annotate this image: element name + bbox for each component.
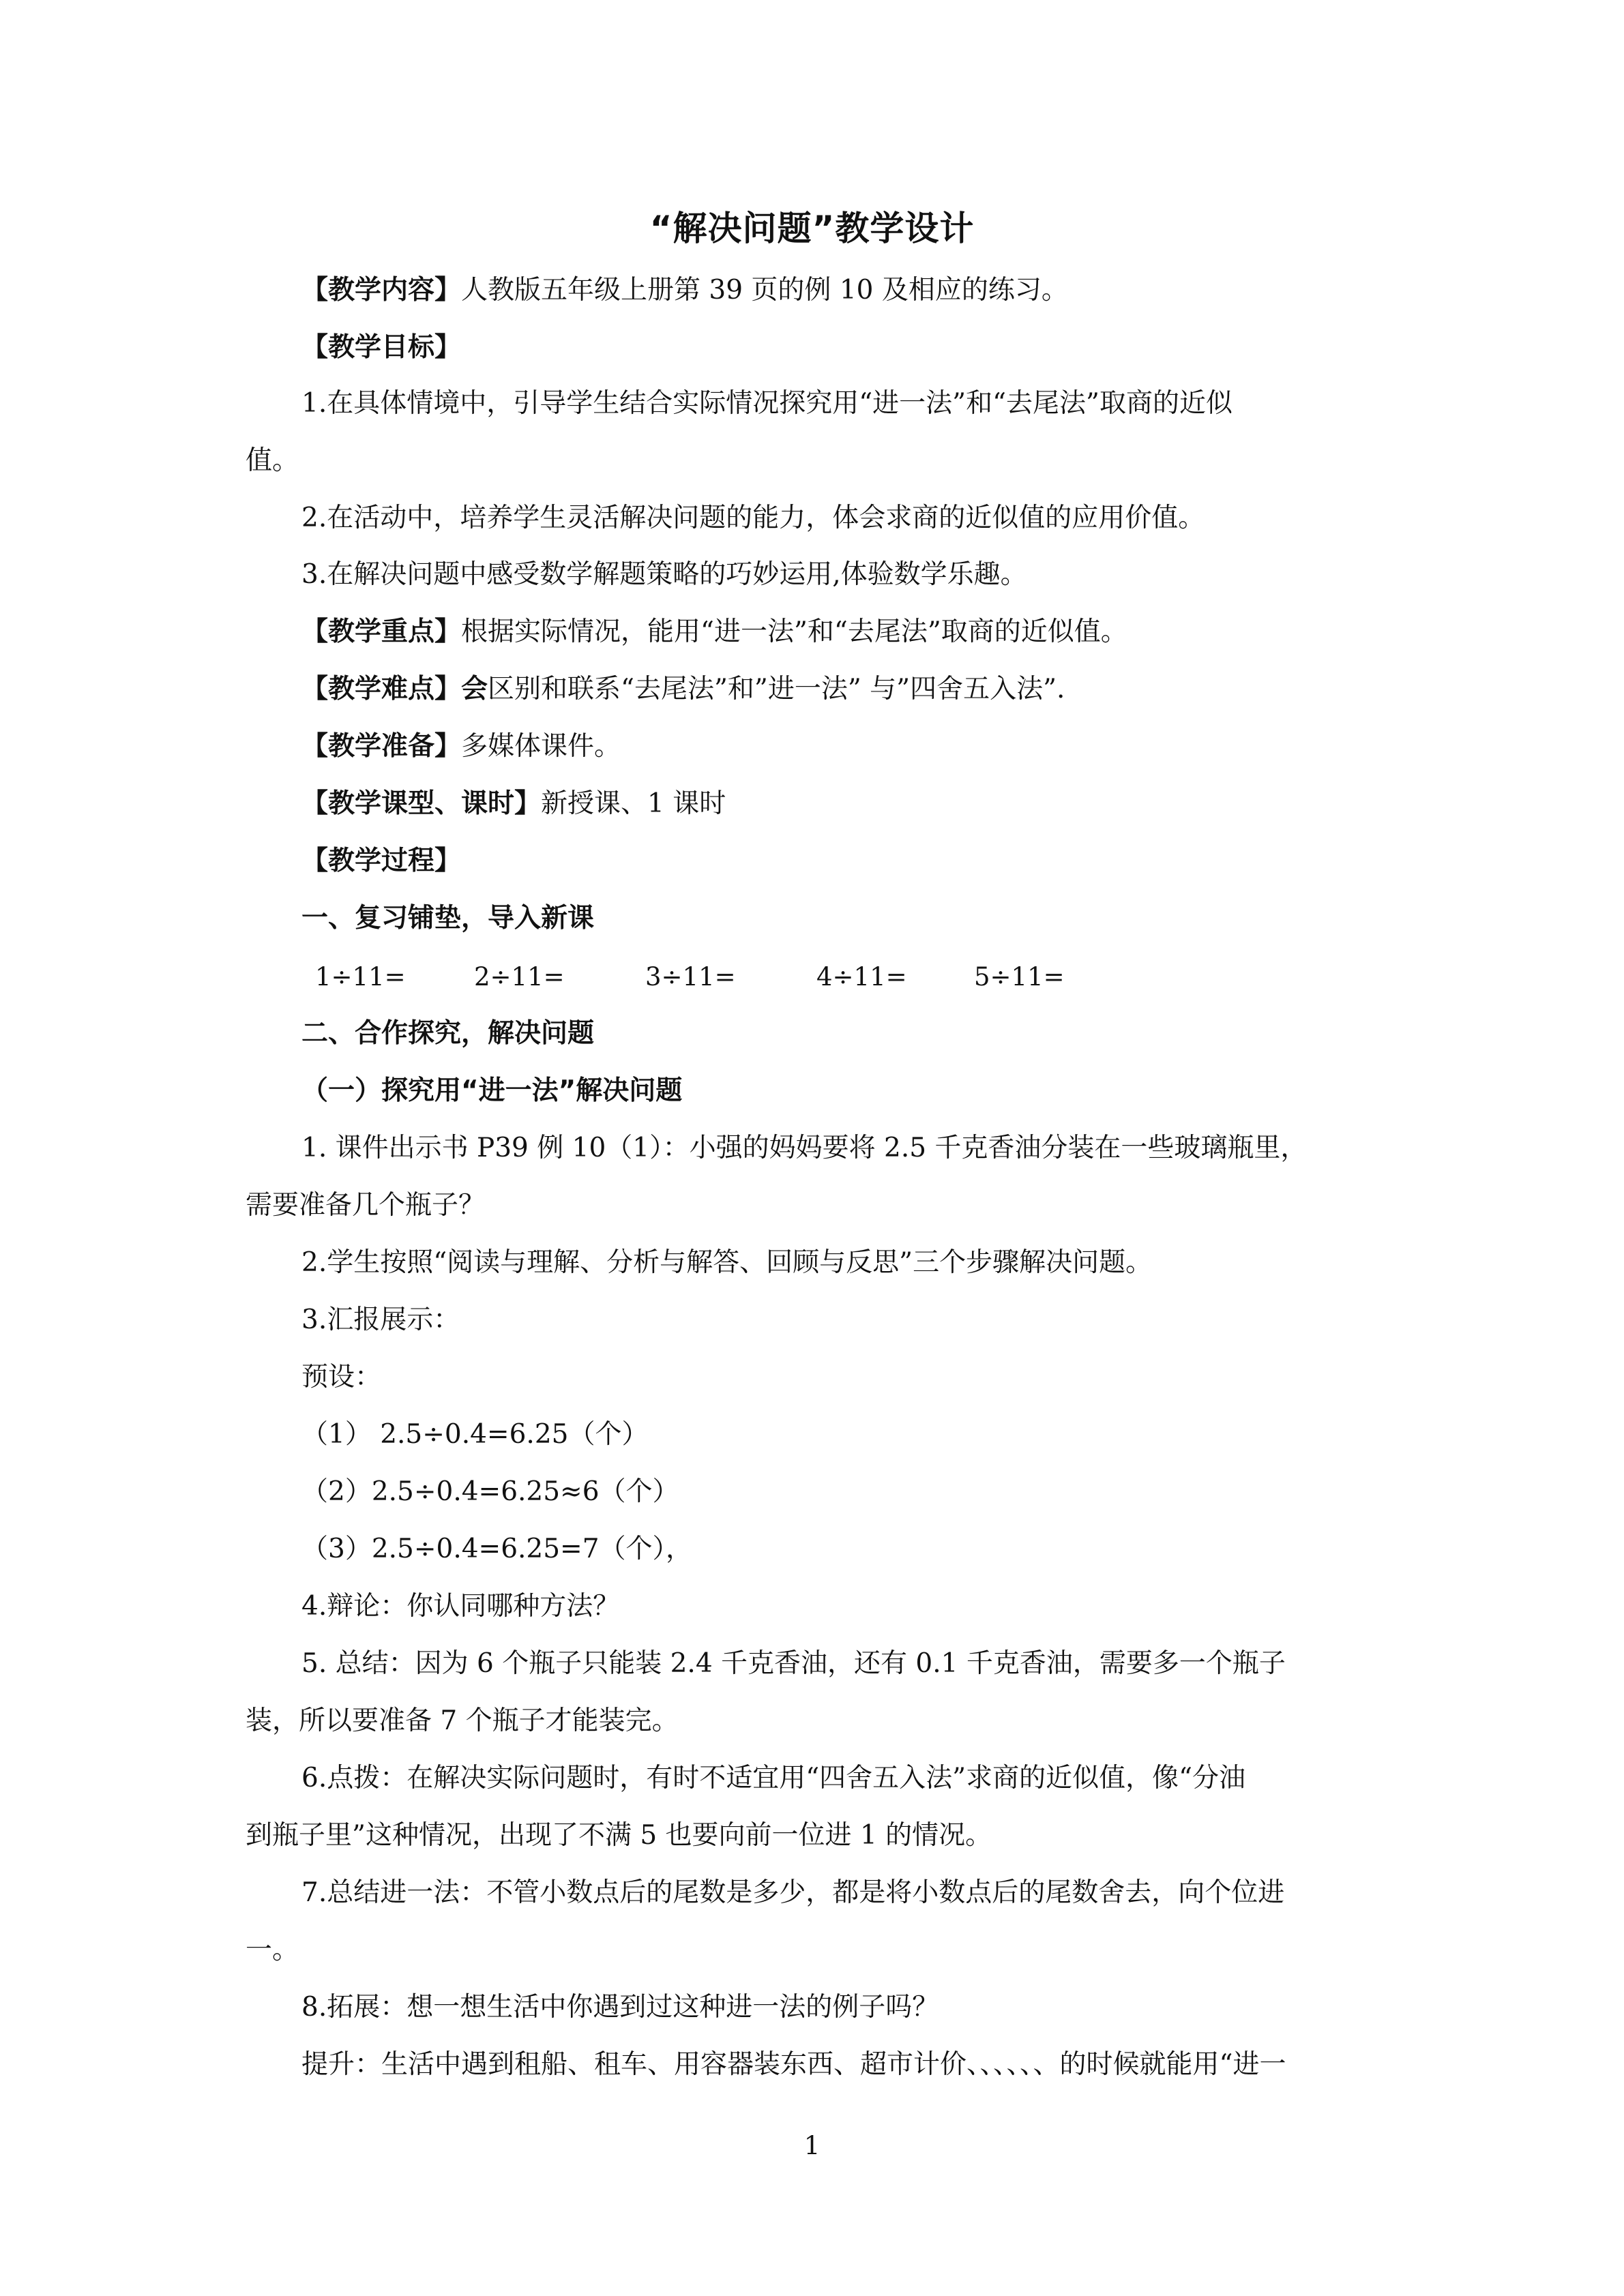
equation: 5÷11= <box>974 962 1065 992</box>
key-point-label: 【教学重点】 <box>301 616 462 647</box>
equation: 4÷11= <box>816 962 907 992</box>
equation: 2÷11= <box>474 962 565 992</box>
solution-1: （1） 2.5÷0.4=6.25（个） <box>301 1419 649 1450</box>
step-6-line-2: 到瓶子里”这种情况，出现了不满 5 也要向前一位进 1 的情况。 <box>246 1820 992 1851</box>
lesson-type-label: 【教学课型、课时】 <box>301 788 542 819</box>
difficulty-label: 【教学难点】 <box>301 674 462 704</box>
step-6-line-1: 6.点拨：在解决实际问题时，有时不适宜用“四舍五入法”求商的近似值，像“分油 <box>301 1763 1246 1793</box>
page-title: “解决问题”教学设计 <box>649 209 975 248</box>
lesson-type-line <box>301 785 726 823</box>
step-8: 8.拓展：想一想生活中你遇到过这种进一法的例子吗？ <box>301 1992 939 2023</box>
step-2: 2.学生按照“阅读与理解、分析与解答、回顾与反思”三个步骤解决问题。 <box>301 1247 1153 1278</box>
step-9: 提升：生活中遇到租船、租车、用容器装东西、超市计价、、、、、、的时候就能用“进一 <box>301 2049 1286 2080</box>
key-point-text: 根据实际情况，能用“进一法”和“去尾法”取商的近似值。 <box>461 616 1127 647</box>
difficulty-lead: 会 <box>461 674 488 704</box>
section-2-heading: 二、合作探究，解决问题 <box>301 1018 595 1049</box>
lesson-type-text: 新授课、1 课时 <box>541 788 726 819</box>
difficulty-text: 区别和联系“去尾法”和”进一法” 与”四舍五入法”. <box>488 674 1065 704</box>
equation: 3÷11= <box>645 962 736 992</box>
content-text: 人教版五年级上册第 39 页的例 10 及相应的练习。 <box>461 275 1068 305</box>
goal-3: 3.在解决问题中感受数学解题策略的巧妙运用,体验数学乐趣。 <box>301 559 1027 590</box>
page-number: 1 <box>803 2131 821 2160</box>
step-1-line-1: 1. 课件出示书 P39 例 10（1）：小强的妈妈要将 2.5 千克香油分装在一些玻璃瓶里， <box>301 1133 1308 1163</box>
step-4: 4.辩论：你认同哪种方法？ <box>301 1591 620 1622</box>
preparation-text: 多媒体课件。 <box>461 731 621 762</box>
preset-label: 预设： <box>301 1362 382 1392</box>
subsection-1-heading: （一）探究用“进一法”解决问题 <box>301 1075 683 1106</box>
content-line <box>301 271 1068 310</box>
content-label: 【教学内容】 <box>301 275 462 305</box>
goal-2: 2.在活动中，培养学生灵活解决问题的能力，体会求商的近似值的应用价值。 <box>301 503 1205 533</box>
equation: 1÷11= <box>315 962 406 992</box>
step-7-line-1: 7.总结进一法：不管小数点后的尾数是多少，都是将小数点后的尾数舍去，向个位进 <box>301 1877 1285 1908</box>
key-point-line <box>301 613 1127 651</box>
step-5-line-1: 5. 总结：因为 6 个瓶子只能装 2.4 千克香油，还有 0.1 千克香油，需要多一个瓶子 <box>301 1648 1286 1679</box>
process-label: 【教学过程】 <box>301 846 462 876</box>
review-equations <box>0 958 1624 996</box>
goals-label: 【教学目标】 <box>301 332 462 363</box>
solution-3: （3）2.5÷0.4=6.25=7（个）， <box>301 1534 693 1564</box>
preparation-line <box>301 728 621 766</box>
step-7-line-2: 一。 <box>246 1935 299 1965</box>
preparation-label: 【教学准备】 <box>301 731 462 762</box>
step-5-line-2: 装，所以要准备 7 个瓶子才能装完。 <box>246 1705 679 1736</box>
goal-1-line-2: 值。 <box>246 445 299 476</box>
goal-1-line-1: 1.在具体情境中，引导学生结合实际情况探究用“进一法”和“去尾法”取商的近似 <box>301 388 1232 419</box>
solution-2: （2）2.5÷0.4=6.25≈6（个） <box>301 1476 679 1507</box>
section-1-heading: 一、复习铺垫，导入新课 <box>301 903 595 934</box>
step-3: 3.汇报展示： <box>301 1304 460 1335</box>
difficulty-line <box>301 670 1065 709</box>
step-1-line-2: 需要准备几个瓶子？ <box>246 1190 486 1221</box>
